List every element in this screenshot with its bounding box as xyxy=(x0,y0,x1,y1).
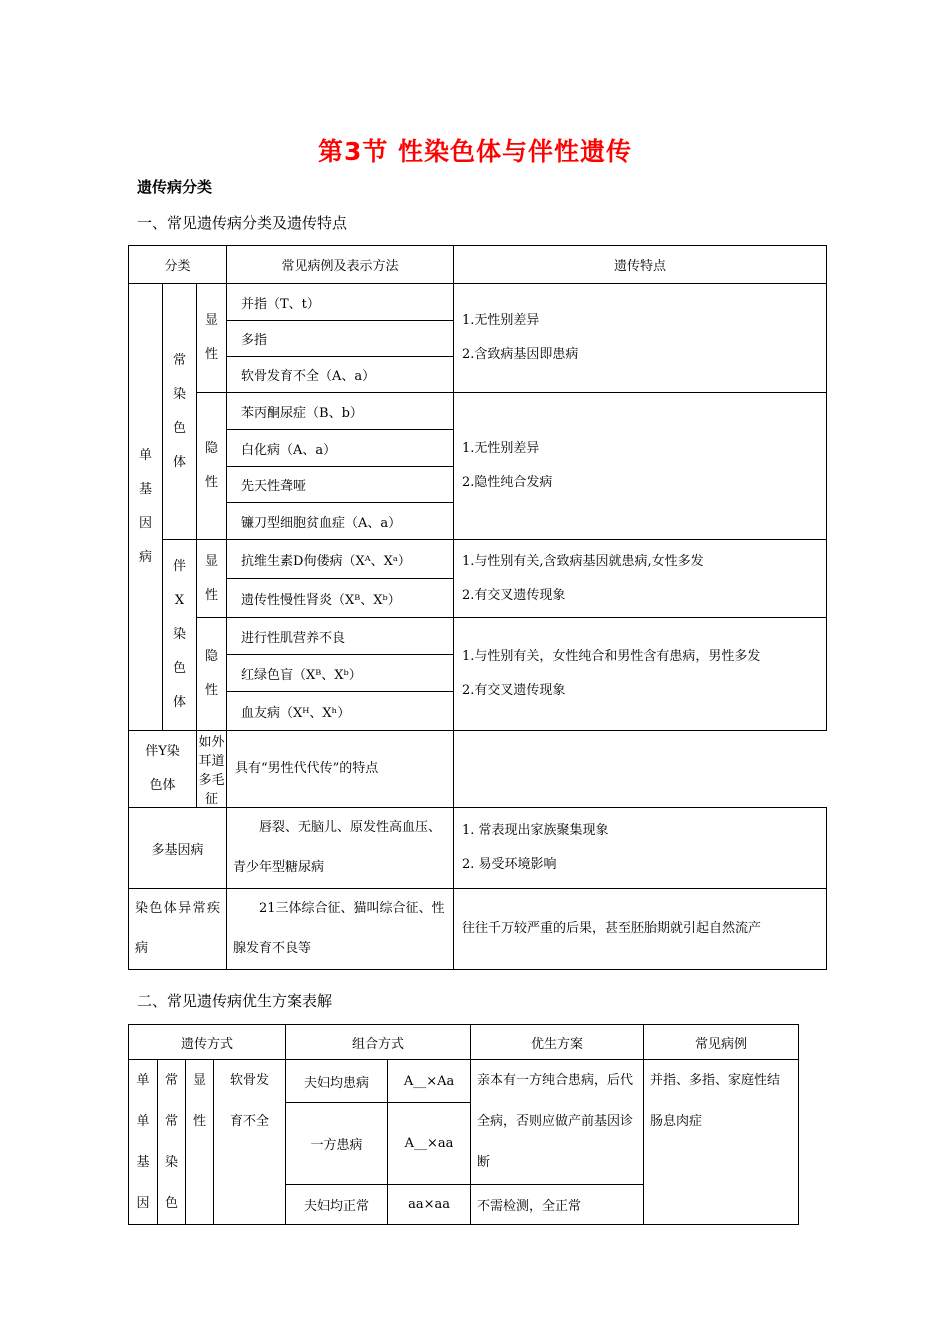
chromosomal-label: 染色体异常疾病 xyxy=(129,889,227,970)
xd-features xyxy=(454,540,827,618)
chrom-cases: 21三体综合征、猫叫综合征、性腺发育不良等 xyxy=(227,889,454,970)
header-plan: 优生方案 xyxy=(471,1025,644,1060)
ad-features xyxy=(454,284,827,393)
header-features: 遗传特点 xyxy=(454,246,827,284)
feature-line: 2.有交叉遗传现象 xyxy=(462,587,566,603)
xr-features xyxy=(454,618,827,731)
genotype-cell: aa×aa xyxy=(388,1184,471,1224)
case-item: 红绿色盲（Xᴮ、Xᵇ） xyxy=(227,655,454,692)
multi-cases: 唇裂、无脑儿、原发性高血压、青少年型糖尿病 xyxy=(227,808,454,889)
case-item: 进行性肌营养不良 xyxy=(227,618,454,655)
case-item: 多指 xyxy=(227,321,454,357)
multi-gene-label: 多基因病 xyxy=(129,808,227,889)
disease-name: 软骨发 育不全 xyxy=(214,1060,286,1225)
header-inheritance: 遗传方式 xyxy=(129,1025,286,1060)
table-header-row xyxy=(129,1025,799,1060)
case-item: 遗传性慢性肾炎（Xᴮ、Xᵇ） xyxy=(227,579,454,618)
feature-line: 1.无性别差异 xyxy=(462,313,540,328)
case-item: 抗维生素D佝偻病（Xᴬ、Xᵃ） xyxy=(227,540,454,579)
combo-cell: 夫妇均正常 xyxy=(286,1184,388,1224)
table-header-row xyxy=(129,246,827,284)
combo-cell: 一方患病 xyxy=(286,1103,388,1185)
case-item: 并指（T、t） xyxy=(227,284,454,321)
dominant-label: 显 性 xyxy=(197,284,227,393)
header-examples: 常见病例 xyxy=(644,1025,799,1060)
feature-line: 2. 易受环境影响 xyxy=(462,857,557,872)
plan-normal: 不需检测，全正常 xyxy=(471,1184,644,1224)
autosomal-label: 常 染 色 体 xyxy=(163,284,197,540)
eugenics-plan-table xyxy=(128,1024,799,1225)
plan-affected: 亲本有一方纯合患病，后代全病，否则应做产前基因诊断 xyxy=(471,1060,644,1185)
dominant-label: 显 性 xyxy=(197,540,227,618)
feature-line: 1.无性别差异 xyxy=(462,441,540,456)
multi-features xyxy=(454,808,827,889)
feature-line: 1. 常表现出家族聚集现象 xyxy=(462,823,609,838)
examples-cell: 并指、多指、家庭性结肠息肉症 xyxy=(644,1060,799,1225)
x-linked-label: 伴 X 染 色 体 xyxy=(163,540,197,731)
part2-heading: 二、常见遗传病优生方案表解 xyxy=(137,992,333,1010)
ar-features xyxy=(454,393,827,540)
y-case: 如外耳道多毛征 xyxy=(197,731,227,808)
recessive-label: 隐 性 xyxy=(197,618,227,731)
genotype-cell: A__×Aa xyxy=(388,1060,471,1103)
case-item: 苯丙酮尿症（B、b） xyxy=(227,393,454,430)
feature-line: 2.有交叉遗传现象 xyxy=(462,683,566,698)
single-gene-label: 单 基 因 病 xyxy=(129,284,163,731)
case-item: 软骨发育不全（A、a） xyxy=(227,357,454,393)
combo-cell: 夫妇均患病 xyxy=(286,1060,388,1103)
genotype-cell: A__×aa xyxy=(388,1103,471,1185)
dominant-label: 显 性 xyxy=(186,1060,214,1225)
page-title: 第3节 性染色体与伴性遗传 xyxy=(317,137,633,166)
feature-line: 2.含致病基因即患病 xyxy=(462,347,579,362)
y-linked-label: 伴Y染 色体 xyxy=(129,731,197,808)
chrom-feature: 往往千万较严重的后果，甚至胚胎期就引起自然流产 xyxy=(454,889,827,970)
recessive-label: 隐 性 xyxy=(197,393,227,540)
feature-line: 1.与性别有关，女性纯合和男性含有患病，男性多发 xyxy=(462,649,761,664)
feature-line: 1.与性别有关,含致病基因就患病,女性多发 xyxy=(462,553,704,569)
case-item: 血友病（Xᴴ、Xʰ） xyxy=(227,692,454,731)
autosomal-label: 常 常 染 色 xyxy=(158,1060,186,1225)
section-heading: 遗传病分类 xyxy=(137,178,213,196)
single-gene-label: 单 单 基 因 xyxy=(129,1060,158,1225)
feature-line: 2.隐性纯合发病 xyxy=(462,475,553,490)
case-item: 白化病（A、a） xyxy=(227,430,454,467)
case-item: 先天性聋哑 xyxy=(227,467,454,503)
case-item: 镰刀型细胞贫血症（A、a） xyxy=(227,503,454,540)
header-category: 分类 xyxy=(129,246,227,284)
part1-heading: 一、常见遗传病分类及遗传特点 xyxy=(137,214,348,232)
disease-classification-table xyxy=(128,245,827,970)
header-combo: 组合方式 xyxy=(286,1025,471,1060)
header-cases: 常见病例及表示方法 xyxy=(227,246,454,284)
y-feature: 具有“男性代代传”的特点 xyxy=(227,731,454,808)
